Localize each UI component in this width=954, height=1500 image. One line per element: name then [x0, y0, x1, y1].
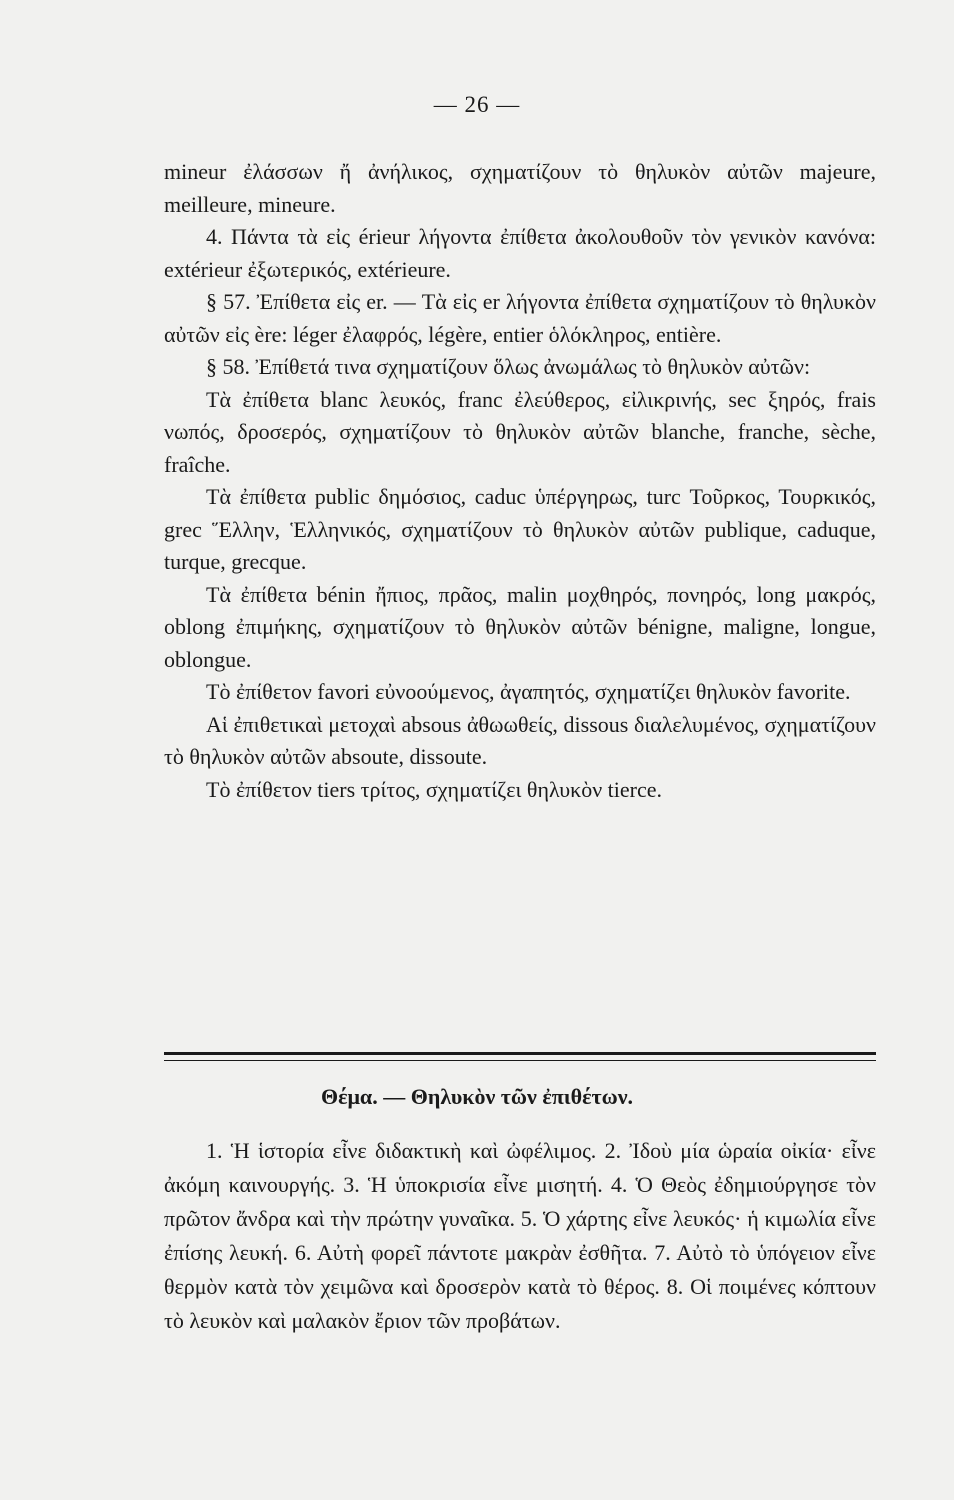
exercise-title: Θέμα. — Θηλυκὸν τῶν ἐπιθέτων. [320, 1084, 634, 1109]
paragraph-section-58: § 58. Ἐπίθετά τινα σχηματίζουν ὅλως ἀνωμάλως τὸ θηλυκὸν αὐτῶν: [206, 354, 811, 379]
divider-rule-thick [164, 1052, 876, 1055]
paragraph-continuation: mineur ἐλάσσων ἤ ἀνήλικος, σχηματίζουν τὸ θηλυκὸν αὐτῶν majeure, meilleure, mineure. [164, 159, 876, 217]
page-number: — 26 — [433, 92, 521, 117]
paragraph-public-caduc: Τὰ ἐπίθετα public δημόσιος, caduc ὑπέργηρως, turc Τοῦρκος, Τουρκικός, grec Ἕλλην, Ἑλληνικός, σχηματίζουν τὸ θηλυκὸν αὐτῶν publique, caduque, turque, grecque. [164, 484, 876, 574]
exercise-sentences: 1. Ἡ ἱστορία εἶνε διδακτικὴ καὶ ὠφέλιμος. 2. Ἰδοὺ μία ὡραία οἰκία· εἶνε ἀκόμη καινουργής. 3. Ἡ ὑποκρισία εἶνε μισητή. 4. Ὁ Θεὸς ἐδημιούργησε τὸν πρῶτον ἄνδρα καὶ τὴν πρώτην γυναῖκα. 5. Ὁ χάρτης εἶνε λευκός· ἡ κιμωλία εἶνε ἐπίσης λευκή. 6. Αὐτὴ φορεῖ πάντοτε μακρὰν ἐσθῆτα. 7. Αὐτὸ τὸ ὑπόγειον εἶνε θερμὸν κατὰ τὸν χειμῶνα καὶ δροσερὸν κατὰ τὸ θέρος. 8. Οἱ ποιμένες κόπτουν τὸ λευκὸν καὶ μαλακὸν ἔριον τῶν προβάτων. [164, 1138, 876, 1333]
paragraph-favori: Τὸ ἐπίθετον favori εὐνοούμενος, ἀγαπητός, σχηματίζει θηλυκὸν favorite. [206, 679, 851, 704]
divider-rule-thin [164, 1060, 876, 1061]
paragraph-absous-dissous: Αἱ ἐπιθετικαὶ μετοχαὶ absous ἀθωωθείς, dissous διαλελυμένος, σχηματίζουν τὸ θηλυκὸν αὐτῶν absoute, dissoute. [164, 711, 876, 769]
paragraph-blanc-franc: Τὰ ἐπίθετα blanc λευκός, franc ἐλεύθερος, εἰλικρινής, sec ξηρός, frais νωπός, δροσερός, σχηματίζουν τὸ θηλυκὸν αὐτῶν blanche, franche, sèche, fraîche. [164, 386, 876, 477]
exercise-text [164, 1134, 876, 1338]
paragraph-section-57: § 57. Ἐπίθετα εἰς er. — Τὰ εἰς er λήγοντα ἐπίθετα σχηματίζουν τὸ θηλυκὸν αὐτῶν εἰς ère: léger ἐλαφρός, légère, entier ὁλόκληρος, entière. [164, 289, 876, 347]
paragraph-benin-malin: Τὰ ἐπίθετα bénin ἤπιος, πρᾶος, malin μοχθηρός, πονηρός, long μακρός, oblong ἐπιμήκης, σχηματίζουν τὸ θηλυκὸν αὐτῶν bénigne, maligne, longue, oblongue. [164, 581, 876, 672]
paragraph-rule-4: 4. Πάντα τὰ εἰς érieur λήγοντα ἐπίθετα ἀκολουθοῦν τὸν γενικὸν κανόνα: extérieur ἐξωτερικός, extérieure. [164, 224, 876, 282]
paragraph-tiers: Τὸ ἐπίθετον tiers τρίτος, σχηματίζει θηλυκὸν tierce. [206, 776, 662, 802]
body-text [164, 156, 876, 806]
